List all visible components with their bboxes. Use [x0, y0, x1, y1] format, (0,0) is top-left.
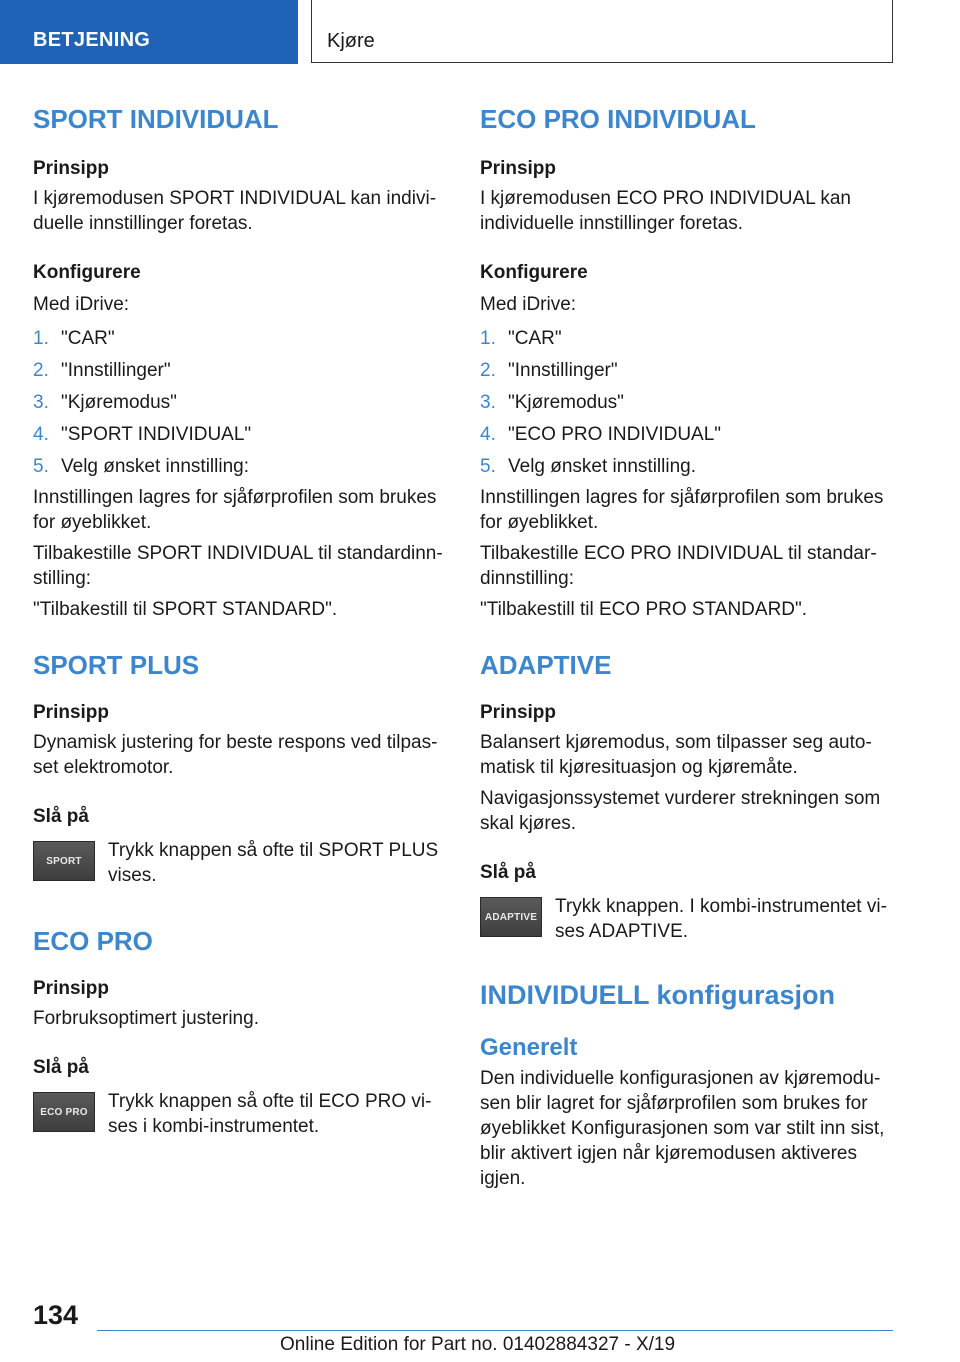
eco-pro-on-heading: Slå på — [33, 1057, 89, 1078]
individual-config-text: Den individuelle konfigurasjonen av kjøremodusen blir lagret for sjåførprofilen som brukes for øyeblikket Konfigurasjonen som var stilt inn sist, blir aktivert igjen når kjøremodusen aktiveres igjen. — [480, 1068, 885, 1189]
adaptive-on-heading: Slå på — [480, 862, 536, 883]
step-text: "Kjøremodus" — [508, 392, 624, 413]
step-number: 2. — [480, 360, 496, 381]
step-text: Velg ønsket innstilling. — [508, 456, 696, 477]
eco-pro-individual-principle-heading: Prinsipp — [480, 158, 557, 179]
list-item — [480, 355, 890, 387]
list-item — [33, 387, 443, 419]
sport-plus-title: SPORT PLUS — [33, 650, 200, 680]
adaptive-principle-text2: Navigasjonssystemet vurderer strekningen som skal kjøres. — [480, 788, 881, 834]
adaptive-button-row — [480, 894, 890, 944]
list-item — [480, 419, 890, 451]
step-text: "CAR" — [508, 328, 562, 349]
sport-button-icon — [33, 841, 95, 881]
sport-button-label: SPORT — [46, 855, 82, 867]
eco-pro-on-text: Trykk knappen så ofte til ECO PRO vises i kombi-instrumentet. — [108, 1091, 432, 1137]
eco-pro-button-row — [33, 1089, 443, 1139]
sport-individual-steps — [33, 323, 443, 483]
eco-pro-individual-title: ECO PRO INDIVIDUAL — [480, 104, 756, 134]
header-section-label: BETJENING — [33, 29, 151, 51]
right-column — [480, 100, 890, 1191]
step-number: 4. — [480, 424, 496, 445]
step-number: 1. — [33, 328, 49, 349]
individual-config-title: INDIVIDUELL konfigurasjon — [480, 980, 836, 1010]
sport-individual-principle-heading: Prinsipp — [33, 158, 110, 179]
list-item — [33, 419, 443, 451]
sport-individual-principle-text: I kjøremodusen SPORT INDIVIDUAL kan individuelle innstillinger foretas. — [33, 188, 437, 234]
eco-pro-button-label: ECO PRO — [40, 1106, 88, 1118]
sport-plus-principle-heading: Prinsipp — [33, 702, 110, 723]
step-number: 2. — [33, 360, 49, 381]
sport-individual-configure-intro: Med iDrive: — [33, 294, 130, 315]
eco-pro-individual-after1: Innstillingen lagres for sjåførprofilen som brukes for øyeblikket. — [480, 487, 884, 533]
adaptive-button-icon — [480, 897, 542, 937]
eco-pro-individual-after3: "Tilbakestill til ECO PRO STANDARD". — [480, 599, 808, 620]
sport-individual-after1: Innstillingen lagres for sjåførprofilen som brukes for øyeblikket. — [33, 487, 437, 533]
eco-pro-title: ECO PRO — [33, 926, 153, 956]
list-item — [33, 355, 443, 387]
header-chapter-label: Kjøre — [327, 30, 375, 52]
left-column — [33, 100, 443, 1139]
step-text: "CAR" — [61, 328, 115, 349]
eco-pro-individual-configure-intro: Med iDrive: — [480, 294, 577, 315]
header-section-tab — [0, 0, 298, 64]
eco-pro-individual-configure-heading: Konfigurere — [480, 262, 588, 283]
list-item — [480, 451, 890, 483]
list-item — [33, 323, 443, 355]
list-item — [480, 323, 890, 355]
step-text: "Innstillinger" — [508, 360, 618, 381]
step-text: Velg ønsket innstilling: — [61, 456, 249, 477]
header-chapter-box — [311, 0, 893, 63]
page-number: 134 — [33, 1300, 79, 1330]
adaptive-principle-heading: Prinsipp — [480, 702, 557, 723]
step-number: 1. — [480, 328, 496, 349]
step-text: "Kjøremodus" — [61, 392, 177, 413]
eco-pro-individual-after2: Tilbakestille ECO PRO INDIVIDUAL til standardinnstilling: — [480, 543, 877, 589]
footer-edition: Online Edition for Part no. 01402884327 - X/19 — [280, 1334, 676, 1355]
sport-plus-principle-text: Dynamisk justering for beste respons ved tilpasset elektromotor. — [33, 732, 438, 778]
list-item — [33, 451, 443, 483]
sport-plus-on-heading: Slå på — [33, 806, 89, 827]
step-text: "Innstillinger" — [61, 360, 171, 381]
individual-config-subheading: Generelt — [480, 1034, 578, 1061]
step-number: 3. — [33, 392, 49, 413]
eco-pro-principle-text: Forbruksoptimert justering. — [33, 1008, 259, 1029]
step-number: 4. — [33, 424, 49, 445]
step-text: "SPORT INDIVIDUAL" — [61, 424, 252, 445]
sport-plus-on-text: Trykk knappen så ofte til SPORT PLUS vises. — [108, 840, 439, 886]
adaptive-on-text: Trykk knappen. I kombi-instrumentet vises ADAPTIVE. — [555, 896, 887, 942]
eco-pro-individual-steps — [480, 323, 890, 483]
step-number: 5. — [33, 456, 49, 477]
adaptive-title: ADAPTIVE — [480, 650, 612, 680]
footer-divider — [97, 1330, 893, 1331]
step-number: 3. — [480, 392, 496, 413]
eco-pro-principle-heading: Prinsipp — [33, 978, 110, 999]
adaptive-principle-text: Balansert kjøremodus, som tilpasser seg automatisk til kjøresituasjon og kjøremåte. — [480, 732, 872, 778]
adaptive-button-label: ADAPTIVE — [484, 911, 538, 923]
sport-individual-title: SPORT INDIVIDUAL — [33, 104, 279, 134]
sport-individual-after2: Tilbakestille SPORT INDIVIDUAL til standardinnstilling: — [33, 543, 443, 589]
sport-individual-after3: "Tilbakestill til SPORT STANDARD". — [33, 599, 338, 620]
eco-pro-button-icon — [33, 1092, 95, 1132]
list-item — [480, 387, 890, 419]
sport-plus-button-row — [33, 838, 443, 888]
step-number: 5. — [480, 456, 496, 477]
step-text: "ECO PRO INDIVIDUAL" — [508, 424, 722, 445]
sport-individual-configure-heading: Konfigurere — [33, 262, 141, 283]
eco-pro-individual-principle-text: I kjøremodusen ECO PRO INDIVIDUAL kan individuelle innstillinger foretas. — [480, 188, 851, 234]
